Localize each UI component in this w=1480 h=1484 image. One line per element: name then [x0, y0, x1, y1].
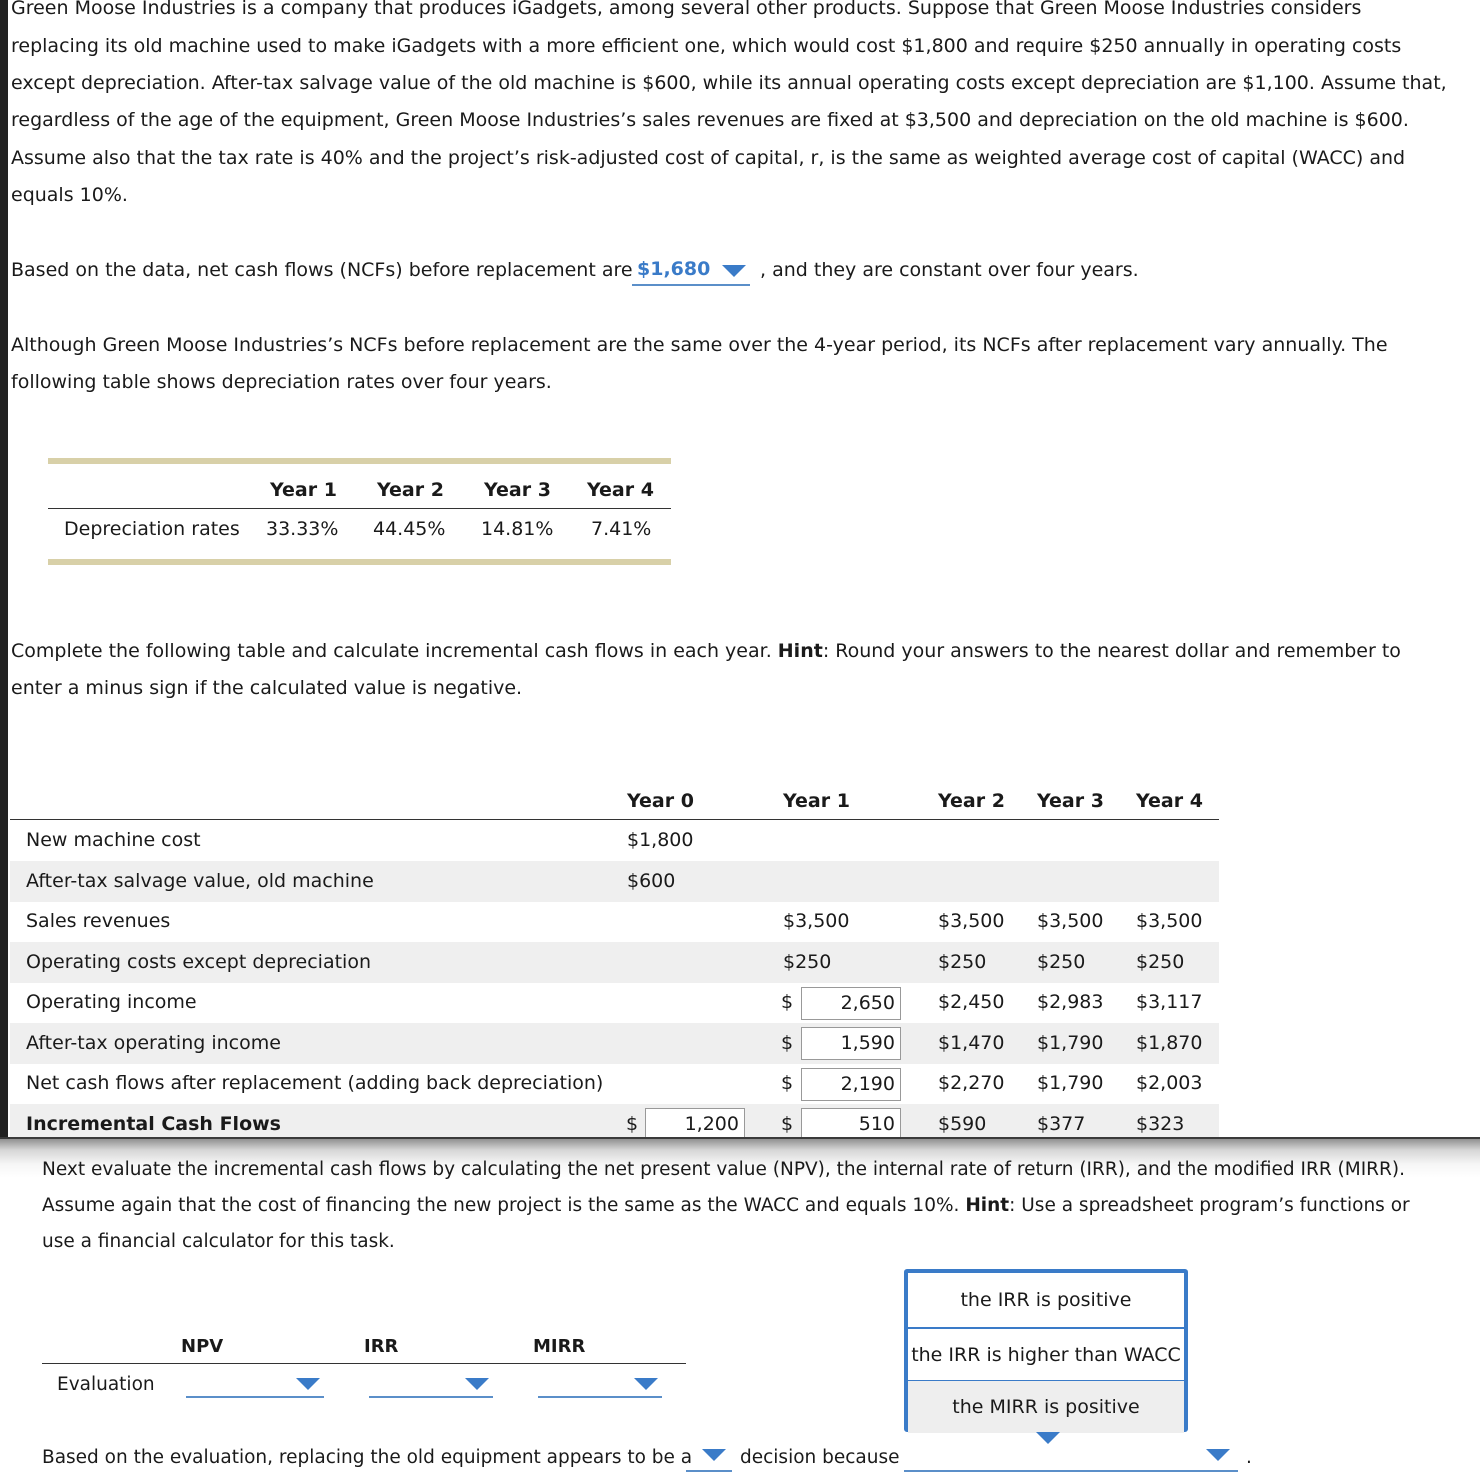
cf-cell: $250 [938, 951, 987, 973]
cf-row-label: Operating costs except depreciation [26, 951, 371, 973]
mirr-dropdown[interactable] [538, 1370, 662, 1398]
header-divider [48, 508, 671, 509]
depr-header: Year 1 [270, 479, 337, 501]
cf-cell: $590 [938, 1113, 987, 1135]
menu-option-irr-positive[interactable]: the IRR is positive [960, 1289, 1132, 1311]
cf-cell: $3,500 [1136, 910, 1203, 932]
intro-line: Green Moose Industries is a company that produces iGadgets, among several other products. Suppose that Green Moose Industries considers [11, 0, 1362, 19]
depr-value: 44.45% [373, 518, 446, 540]
menu-option-irr-higher-than-wacc[interactable]: the IRR is higher than WACC [911, 1344, 1181, 1366]
eval-row-label: Evaluation [57, 1374, 155, 1395]
evaluate-intro-line2 [42, 1188, 1410, 1224]
ncf-dropdown[interactable] [632, 256, 750, 286]
hint-label: Hint [777, 640, 823, 662]
incremental-cf-y1-input[interactable]: 510 [801, 1108, 901, 1141]
cf-cell: $1,790 [1037, 1032, 1104, 1054]
ncf-dropdown-value: $1,680 [637, 258, 711, 280]
cf-row-label: Sales revenues [26, 910, 171, 932]
left-border-bar [0, 0, 8, 1138]
operating-income-y1-input[interactable]: 2,650 [801, 987, 901, 1020]
conclusion-middle: decision because [740, 1447, 900, 1468]
cf-header: Year 2 [938, 790, 1005, 812]
cf-row-label: New machine cost [26, 829, 201, 851]
header-divider [10, 819, 1219, 820]
table-bottom-rule [48, 559, 671, 565]
depr-value: 7.41% [591, 518, 652, 540]
cf-cell: $377 [1037, 1113, 1086, 1135]
intro-line: regardless of the age of the equipment, Green Moose Industries’s sales revenues are fixed at $3,500 and depreciation on the old machine is $600. [11, 109, 1409, 131]
complete-intro-text: : Round your answers to the nearest dollar and remember to [822, 640, 1401, 662]
complete-intro-line1 [11, 633, 1401, 671]
npv-dropdown[interactable] [186, 1370, 324, 1398]
cf-cell: $1,470 [938, 1032, 1005, 1054]
cf-cell: $250 [1037, 951, 1086, 973]
chevron-down-icon [296, 1378, 320, 1390]
incremental-cf-y0-input[interactable]: 1,200 [645, 1108, 745, 1141]
decision-dropdown[interactable] [686, 1444, 732, 1472]
chevron-down-icon [465, 1378, 489, 1390]
intro-line: replacing its old machine used to make iGadgets with a more efficient one, which would cost $1,800 and require $250 annually in operating costs [11, 35, 1402, 57]
intro-line: equals 10%. [11, 184, 128, 206]
reason-dropdown-menu [904, 1269, 1188, 1432]
cf-header: Year 3 [1037, 790, 1104, 812]
cf-cell: $323 [1136, 1113, 1185, 1135]
depr-value: 14.81% [481, 518, 554, 540]
cf-cell: $1,790 [1037, 1072, 1104, 1094]
cf-cell: $2,450 [938, 991, 1005, 1013]
menu-option-mirr-positive[interactable]: the MIRR is positive [908, 1381, 1184, 1433]
section-divider [0, 1137, 1480, 1139]
eval-header: IRR [364, 1336, 399, 1357]
currency-symbol: $ [781, 991, 794, 1013]
cf-cell: $250 [1136, 951, 1185, 973]
cf-header: Year 0 [627, 790, 694, 812]
depr-value: 33.33% [266, 518, 339, 540]
depr-row-label: Depreciation rates [64, 518, 240, 540]
chevron-down-icon [722, 265, 746, 277]
chevron-down-icon [634, 1378, 658, 1390]
depr-header: Year 3 [484, 479, 551, 501]
cf-cell: $3,500 [783, 910, 850, 932]
currency-symbol: $ [781, 1113, 794, 1135]
currency-symbol: $ [781, 1032, 794, 1054]
cf-header: Year 4 [1136, 790, 1203, 812]
complete-intro-text: Complete the following table and calculate incremental cash flows in each year. [11, 640, 778, 662]
cf-cell: $250 [783, 951, 832, 973]
cf-cell: $2,003 [1136, 1072, 1203, 1094]
irr-dropdown[interactable] [369, 1370, 493, 1398]
chevron-down-icon [702, 1449, 726, 1461]
cf-cell: $3,117 [1136, 991, 1203, 1013]
cf-cell: $1,800 [627, 829, 694, 851]
cf-cell: $2,270 [938, 1072, 1005, 1094]
popup-pointer-icon [1036, 1432, 1060, 1444]
cf-row-label: Incremental Cash Flows [26, 1113, 281, 1135]
cf-cell: $3,500 [1037, 910, 1104, 932]
chevron-down-icon [1206, 1449, 1230, 1461]
depr-header: Year 2 [377, 479, 444, 501]
table-top-rule [48, 458, 671, 464]
depr-intro-line: following table shows depreciation rates over four years. [11, 371, 552, 393]
cf-row-label: Net cash flows after replacement (adding back depreciation) [26, 1072, 604, 1094]
depr-header: Year 4 [587, 479, 654, 501]
reason-dropdown[interactable] [904, 1444, 1238, 1472]
after-tax-operating-income-y1-input[interactable]: 1,590 [801, 1027, 901, 1060]
currency-symbol: $ [626, 1113, 639, 1135]
complete-intro-line2: enter a minus sign if the calculated value is negative. [11, 677, 523, 699]
cf-cell: $1,870 [1136, 1032, 1203, 1054]
evaluate-intro-line1: Next evaluate the incremental cash flows by calculating the net present value (NPV), the internal rate of return (IRR), and the modified IRR (MIRR). [42, 1159, 1405, 1180]
evaluate-intro-line3: use a financial calculator for this task. [42, 1231, 395, 1252]
depr-intro-line: Although Green Moose Industries’s NCFs before replacement are the same over the 4-year period, its NCFs after replacement vary annually. The [11, 334, 1388, 356]
ncf-sentence-after: , and they are constant over four years. [760, 259, 1139, 281]
cf-cell: $2,983 [1037, 991, 1104, 1013]
intro-line: Assume also that the tax rate is 40% and the project’s risk-adjusted cost of capital, r, is the same as weighted average cost of capital (WACC) and [11, 147, 1406, 169]
cf-row-label: Operating income [26, 991, 197, 1013]
eval-header: NPV [181, 1336, 224, 1357]
eval-header: MIRR [533, 1336, 586, 1357]
cf-cell: $600 [627, 870, 676, 892]
evaluate-intro-text: : Use a spreadsheet program’s functions or [1009, 1195, 1410, 1216]
conclusion-end: . [1246, 1447, 1252, 1468]
currency-symbol: $ [781, 1072, 794, 1094]
ncf-after-replacement-y1-input[interactable]: 2,190 [801, 1068, 901, 1101]
cf-cell: $3,500 [938, 910, 1005, 932]
hint-label: Hint [965, 1195, 1010, 1216]
conclusion-before: Based on the evaluation, replacing the old equipment appears to be a [42, 1447, 693, 1468]
intro-line: except depreciation. After-tax salvage value of the old machine is $600, while its annual operating costs except depreciation are $1,100. Assume that, [11, 72, 1447, 94]
cf-header: Year 1 [783, 790, 850, 812]
ncf-sentence-before: Based on the data, net cash flows (NCFs) before replacement are [11, 259, 633, 281]
header-divider [42, 1363, 686, 1364]
evaluate-intro-text: Assume again that the cost of financing the new project is the same as the WACC and equals 10%. [42, 1195, 966, 1216]
cf-row-label: After-tax salvage value, old machine [26, 870, 374, 892]
cf-row-label: After-tax operating income [26, 1032, 281, 1054]
